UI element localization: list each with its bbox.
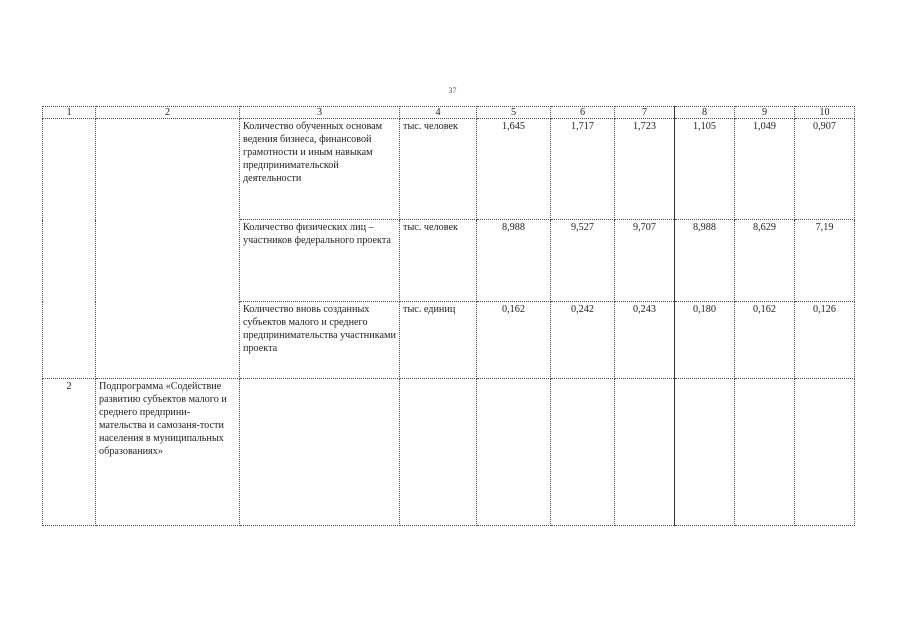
empty-cell (735, 379, 795, 526)
value-cell: 0,126 (795, 302, 855, 379)
value-cell: 0,162 (477, 302, 551, 379)
value-cell: 0,180 (675, 302, 735, 379)
table-row (43, 119, 855, 220)
value-cell: 0,242 (551, 302, 615, 379)
value-cell: 0,162 (735, 302, 795, 379)
value-cell: 9,527 (551, 220, 615, 302)
header-cell: 3 (240, 107, 400, 119)
value-cell: 7,19 (795, 220, 855, 302)
unit-cell: тыс. человек (400, 119, 477, 220)
indicator-cell: Количество обученных основам ведения бизнеса, финансовой грамотности и иным навыкам предпринимательской деятельности (240, 119, 400, 220)
indicator-cell: Количество вновь созданных субъектов малого и среднего предпринимательства участниками проекта (240, 302, 400, 379)
header-cell: 6 (551, 107, 615, 119)
header-cell: 2 (96, 107, 240, 119)
value-cell: 1,723 (615, 119, 675, 220)
subprogram-name-cell: Подпрограмма «Содействие развитию субъектов малого и среднего предприни-мательства и самозаня-тости населения в муниципальных образованиях» (96, 379, 240, 526)
subprogram-row (43, 379, 855, 526)
empty-cell (551, 379, 615, 526)
header-cell: 8 (675, 107, 735, 119)
value-cell: 8,629 (735, 220, 795, 302)
value-cell: 9,707 (615, 220, 675, 302)
empty-cell (675, 379, 735, 526)
empty-cell (43, 119, 96, 379)
unit-cell: тыс. человек (400, 220, 477, 302)
value-cell: 1,645 (477, 119, 551, 220)
header-cell: 1 (43, 107, 96, 119)
empty-cell (240, 379, 400, 526)
header-cell: 10 (795, 107, 855, 119)
header-cell: 5 (477, 107, 551, 119)
empty-cell (96, 119, 240, 379)
value-cell: 0,907 (795, 119, 855, 220)
indicators-table (42, 106, 855, 526)
value-cell: 1,105 (675, 119, 735, 220)
indicator-cell: Количество физических лиц – участников федерального проекта (240, 220, 400, 302)
header-cell: 7 (615, 107, 675, 119)
header-cell: 9 (735, 107, 795, 119)
value-cell: 8,988 (675, 220, 735, 302)
empty-cell (795, 379, 855, 526)
value-cell: 1,717 (551, 119, 615, 220)
header-cell: 4 (400, 107, 477, 119)
value-cell: 8,988 (477, 220, 551, 302)
empty-cell (477, 379, 551, 526)
value-cell: 1,049 (735, 119, 795, 220)
empty-cell (615, 379, 675, 526)
page-number: 37 (448, 86, 457, 95)
header-row (43, 107, 855, 119)
unit-cell: тыс. единиц (400, 302, 477, 379)
value-cell: 0,243 (615, 302, 675, 379)
row-number-cell: 2 (43, 379, 96, 526)
empty-cell (400, 379, 477, 526)
